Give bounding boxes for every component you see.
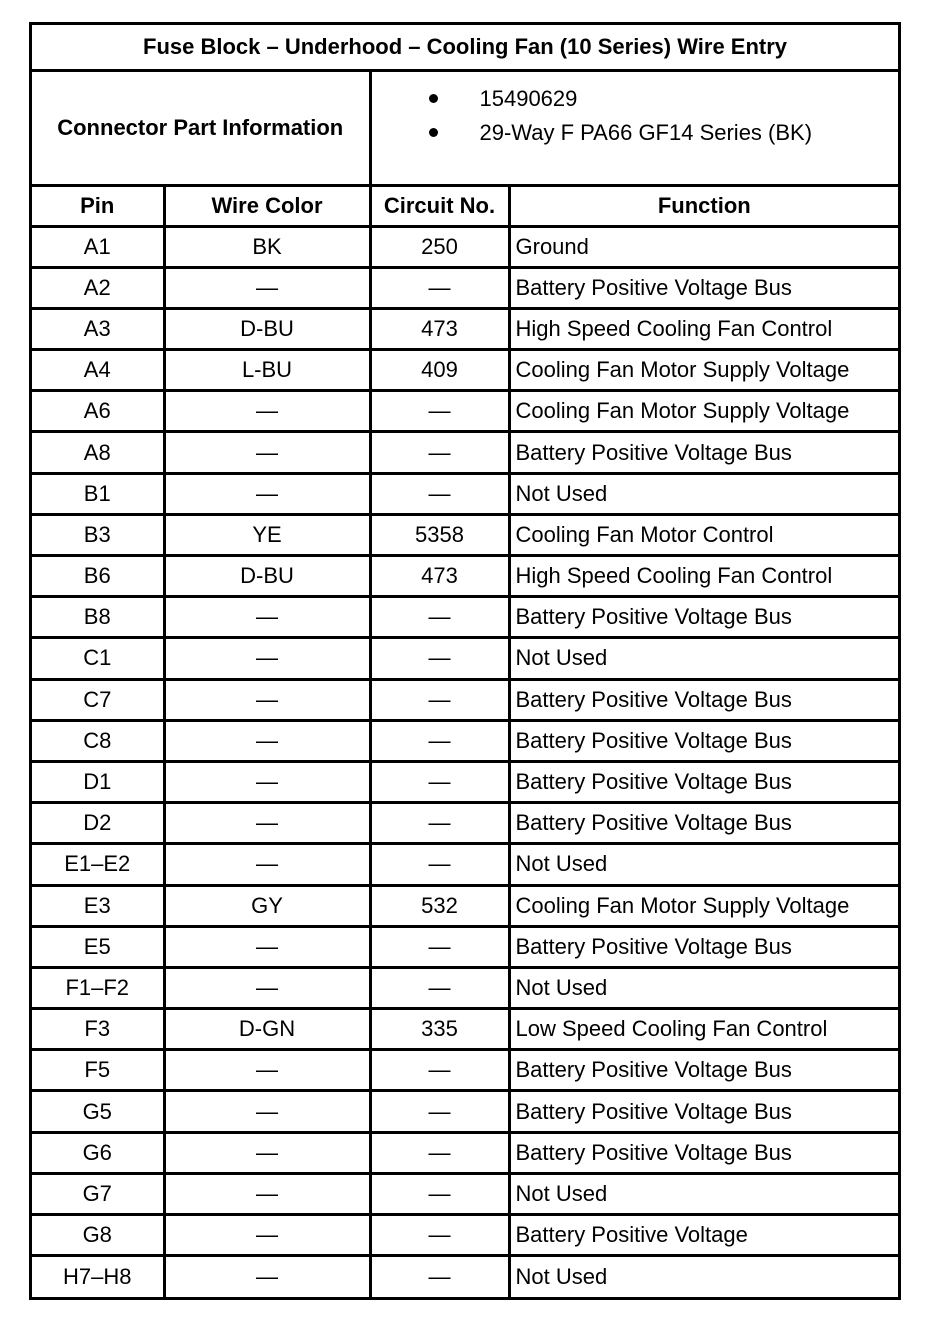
function-cell: Battery Positive Voltage Bus <box>509 720 898 761</box>
pin-cell: G5 <box>32 1091 164 1132</box>
table-row <box>32 1215 898 1256</box>
pin-cell: F5 <box>32 1050 164 1091</box>
wire-color-cell: — <box>164 473 370 514</box>
function-cell: Battery Positive Voltage Bus <box>509 267 898 308</box>
table-row <box>32 761 898 802</box>
function-cell: Cooling Fan Motor Supply Voltage <box>509 885 898 926</box>
table-row <box>32 926 898 967</box>
circuit-cell: 409 <box>370 350 509 391</box>
circuit-cell: 335 <box>370 1009 509 1050</box>
circuit-cell: — <box>370 1132 509 1173</box>
wire-color-cell: — <box>164 761 370 802</box>
circuit-cell: — <box>370 638 509 679</box>
circuit-cell: — <box>370 967 509 1008</box>
circuit-cell: — <box>370 473 509 514</box>
table-row <box>32 350 898 391</box>
pin-cell: D1 <box>32 761 164 802</box>
table-row <box>32 679 898 720</box>
circuit-cell: — <box>370 926 509 967</box>
circuit-cell: — <box>370 720 509 761</box>
circuit-cell: — <box>370 803 509 844</box>
wire-color-cell: — <box>164 926 370 967</box>
column-header-row <box>32 185 898 226</box>
pin-cell: C1 <box>32 638 164 679</box>
table-row <box>32 226 898 267</box>
function-cell: Battery Positive Voltage Bus <box>509 761 898 802</box>
pin-cell: G6 <box>32 1132 164 1173</box>
circuit-cell: — <box>370 1050 509 1091</box>
wire-color-cell: — <box>164 679 370 720</box>
table-row <box>32 267 898 308</box>
pin-cell: B3 <box>32 514 164 555</box>
pin-cell: A3 <box>32 308 164 349</box>
connector-table-sheet <box>29 22 901 1300</box>
connector-part-number-text: 15490629 <box>479 85 578 111</box>
table-row <box>32 1132 898 1173</box>
circuit-cell: — <box>370 1256 509 1297</box>
header-wire-color: Wire Color <box>164 185 370 226</box>
wire-color-cell: L-BU <box>164 350 370 391</box>
function-cell: Not Used <box>509 967 898 1008</box>
table-row <box>32 638 898 679</box>
circuit-cell: 532 <box>370 885 509 926</box>
wire-color-cell: — <box>164 267 370 308</box>
circuit-cell: — <box>370 267 509 308</box>
table-title: Fuse Block – Underhood – Cooling Fan (10 Series) Wire Entry <box>32 25 898 70</box>
pin-cell: E1–E2 <box>32 844 164 885</box>
header-function: Function <box>509 185 898 226</box>
function-cell: Battery Positive Voltage Bus <box>509 679 898 720</box>
function-cell: Battery Positive Voltage Bus <box>509 597 898 638</box>
wire-color-cell: — <box>164 1050 370 1091</box>
pin-cell: A4 <box>32 350 164 391</box>
wire-color-cell: YE <box>164 514 370 555</box>
circuit-cell: — <box>370 761 509 802</box>
connector-description-text: 29-Way F PA66 GF14 Series (BK) <box>479 119 813 145</box>
wire-color-cell: — <box>164 1256 370 1297</box>
pin-cell: A8 <box>32 432 164 473</box>
circuit-cell: — <box>370 1091 509 1132</box>
circuit-cell: 5358 <box>370 514 509 555</box>
function-cell: Battery Positive Voltage Bus <box>509 1091 898 1132</box>
wire-color-cell: — <box>164 1091 370 1132</box>
circuit-cell: — <box>370 1173 509 1214</box>
function-cell: Cooling Fan Motor Supply Voltage <box>509 391 898 432</box>
connector-description <box>372 116 899 150</box>
pin-cell: F3 <box>32 1009 164 1050</box>
circuit-cell: — <box>370 844 509 885</box>
table-row <box>32 514 898 555</box>
wire-color-cell: — <box>164 1132 370 1173</box>
wire-color-cell: — <box>164 967 370 1008</box>
wire-color-cell: D-BU <box>164 556 370 597</box>
pin-rows <box>32 226 898 1297</box>
circuit-cell: — <box>370 391 509 432</box>
pin-cell: E3 <box>32 885 164 926</box>
pin-cell: A2 <box>32 267 164 308</box>
table-row <box>32 803 898 844</box>
function-cell: Not Used <box>509 1256 898 1297</box>
pin-cell: B8 <box>32 597 164 638</box>
function-cell: High Speed Cooling Fan Control <box>509 556 898 597</box>
function-cell: Battery Positive Voltage Bus <box>509 1050 898 1091</box>
pin-cell: H7–H8 <box>32 1256 164 1297</box>
bullet-icon <box>429 94 438 103</box>
circuit-cell: 473 <box>370 308 509 349</box>
function-cell: Battery Positive Voltage Bus <box>509 432 898 473</box>
circuit-cell: 250 <box>370 226 509 267</box>
circuit-cell: — <box>370 432 509 473</box>
circuit-cell: 473 <box>370 556 509 597</box>
pin-cell: G7 <box>32 1173 164 1214</box>
table-row <box>32 720 898 761</box>
function-cell: Low Speed Cooling Fan Control <box>509 1009 898 1050</box>
circuit-cell: — <box>370 1215 509 1256</box>
pin-cell: F1–F2 <box>32 967 164 1008</box>
function-cell: Cooling Fan Motor Supply Voltage <box>509 350 898 391</box>
table-row <box>32 1173 898 1214</box>
wire-color-cell: — <box>164 1173 370 1214</box>
table-row <box>32 1050 898 1091</box>
connector-info-list <box>372 82 899 150</box>
circuit-cell: — <box>370 597 509 638</box>
table-row <box>32 432 898 473</box>
function-cell: Ground <box>509 226 898 267</box>
function-cell: Battery Positive Voltage <box>509 1215 898 1256</box>
function-cell: Battery Positive Voltage Bus <box>509 1132 898 1173</box>
function-cell: Cooling Fan Motor Control <box>509 514 898 555</box>
table-row <box>32 1256 898 1297</box>
wire-color-cell: — <box>164 638 370 679</box>
table-row <box>32 844 898 885</box>
pin-cell: E5 <box>32 926 164 967</box>
header-pin: Pin <box>32 185 164 226</box>
wire-color-cell: — <box>164 597 370 638</box>
wire-color-cell: BK <box>164 226 370 267</box>
pin-cell: A6 <box>32 391 164 432</box>
pin-cell: C8 <box>32 720 164 761</box>
table-row <box>32 967 898 1008</box>
function-cell: Battery Positive Voltage Bus <box>509 926 898 967</box>
table-row <box>32 1091 898 1132</box>
pin-cell: B6 <box>32 556 164 597</box>
function-cell: Not Used <box>509 1173 898 1214</box>
table-row <box>32 597 898 638</box>
title-row <box>32 25 898 70</box>
function-cell: Not Used <box>509 638 898 679</box>
pin-cell: A1 <box>32 226 164 267</box>
pin-cell: D2 <box>32 803 164 844</box>
header-circuit-no: Circuit No. <box>370 185 509 226</box>
wire-color-cell: — <box>164 391 370 432</box>
table-row <box>32 391 898 432</box>
wire-color-cell: — <box>164 720 370 761</box>
table-row <box>32 1009 898 1050</box>
connector-part-number <box>372 82 899 116</box>
pin-cell: C7 <box>32 679 164 720</box>
wire-color-cell: GY <box>164 885 370 926</box>
connector-info-label: Connector Part Information <box>32 70 370 185</box>
function-cell: Not Used <box>509 844 898 885</box>
table-row <box>32 308 898 349</box>
wire-color-cell: — <box>164 844 370 885</box>
function-cell: Not Used <box>509 473 898 514</box>
table-row <box>32 885 898 926</box>
table-row <box>32 556 898 597</box>
wire-color-cell: — <box>164 1215 370 1256</box>
circuit-cell: — <box>370 679 509 720</box>
pin-cell: B1 <box>32 473 164 514</box>
connector-info-values <box>370 70 898 185</box>
wire-color-cell: D-BU <box>164 308 370 349</box>
bullet-icon <box>429 128 438 137</box>
pin-cell: G8 <box>32 1215 164 1256</box>
function-cell: Battery Positive Voltage Bus <box>509 803 898 844</box>
connector-end-view-table <box>32 25 898 1297</box>
table-row <box>32 473 898 514</box>
function-cell: High Speed Cooling Fan Control <box>509 308 898 349</box>
connector-info-row <box>32 70 898 185</box>
wire-color-cell: D-GN <box>164 1009 370 1050</box>
wire-color-cell: — <box>164 432 370 473</box>
wire-color-cell: — <box>164 803 370 844</box>
